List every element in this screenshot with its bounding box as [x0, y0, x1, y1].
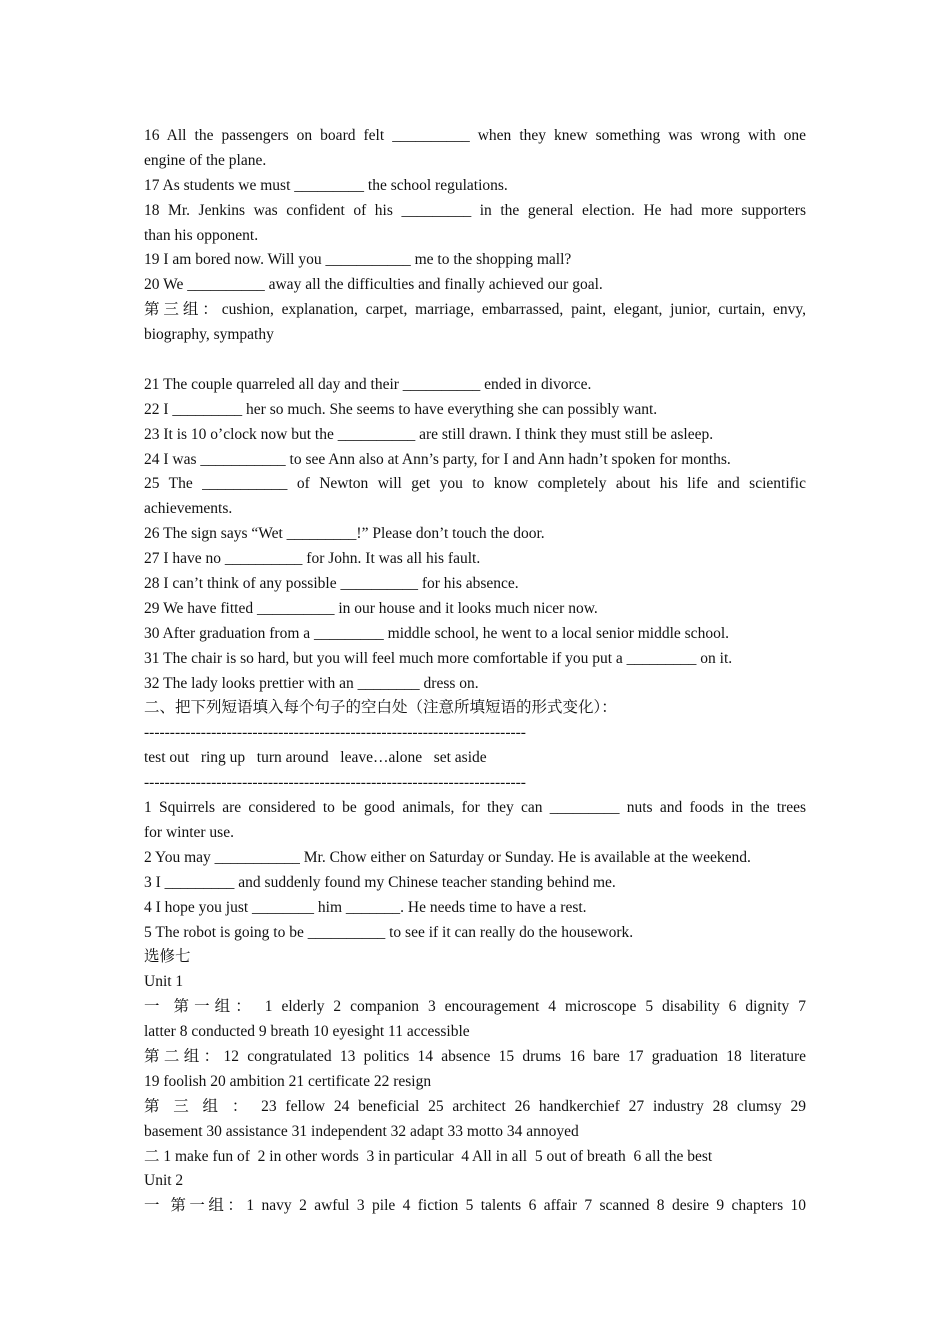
text-line-q20: 20 We __________ away all the difficulties and finally achieved our goal. [144, 276, 603, 294]
unit1-phrase-answers: 二 1 make fun of 2 in other words 3 in particular 4 All in all 5 out of breath 6 all the best [144, 1147, 713, 1165]
unit1-group2-answers: 第二组：12 congratulated 13 politics 14 absence 15 drums 16 bare 17 graduation 18 literature [144, 1047, 806, 1065]
text-line-q16: 16 All the passengers on board felt __________ when they knew something was wrong with one [144, 127, 806, 144]
text-line-q22: 22 I _________ her so much. She seems to have everything she can possibly want. [144, 400, 658, 418]
separator-bottom: -------------------------------------------------------------------------- [144, 774, 526, 792]
text-line-p5: 5 The robot is going to be __________ to see if it can really do the housework. [144, 923, 634, 941]
text-line-q18-cont: than his opponent. [144, 226, 259, 244]
text-line-q16-cont: engine of the plane. [144, 151, 267, 169]
unit1-group1-answers-cont: latter 8 conducted 9 breath 10 eyesight 11 accessible [144, 1023, 470, 1041]
unit2-heading: Unit 2 [144, 1172, 184, 1190]
text-line-q32: 32 The lady looks prettier with an ________ dress on. [144, 674, 479, 692]
text-line-q18: 18 Mr. Jenkins was confident of his _________ in the general election. He had more supporters [144, 201, 806, 219]
elective-7-heading: 选修七 [144, 948, 191, 966]
unit1-heading: Unit 1 [144, 973, 184, 991]
text-line-q31: 31 The chair is so hard, but you will feel much more comfortable if you put a _________ on it. [144, 649, 733, 667]
text-line-q28: 28 I can’t think of any possible __________ for his absence. [144, 575, 519, 593]
text-line-p3: 3 I _________ and suddenly found my Chinese teacher standing behind me. [144, 873, 616, 891]
text-line-q19: 19 I am bored now. Will you ___________ me to the shopping mall? [144, 251, 572, 269]
text-line-q25-cont: achievements. [144, 500, 233, 518]
text-line-q24: 24 I was ___________ to see Ann also at Ann’s party, for I and Ann hadn’t spoken for months. [144, 450, 731, 468]
unit1-group2-answers-cont: 19 foolish 20 ambition 21 certificate 22 resign [144, 1072, 432, 1090]
section2-heading: 二、把下列短语填入每个句子的空白处（注意所填短语的形式变化）： [144, 699, 617, 717]
unit1-group3-answers-cont: basement 30 assistance 31 independent 32 adapt 33 motto 34 annoyed [144, 1122, 579, 1140]
text-line-q17: 17 As students we must _________ the school regulations. [144, 176, 508, 194]
text-line-p1-cont: for winter use. [144, 823, 234, 841]
phrase-list: test out ring up turn around leave…alone set aside [144, 749, 487, 767]
group3-word-list: 第三组：cushion, explanation, carpet, marriage, embarrassed, paint, elegant, junior, curtain, envy, [144, 301, 806, 319]
text-line-q26: 26 The sign says “Wet _________!” Please don’t touch the door. [144, 525, 545, 543]
group3-word-list-cont: biography, sympathy [144, 326, 274, 344]
text-line-q25: 25 The ___________ of Newton will get you to know completely about his life and scientific [144, 475, 806, 493]
text-line-p2: 2 You may ___________ Mr. Chow either on Saturday or Sunday. He is available at the weekend. [144, 848, 751, 866]
text-line-q27: 27 I have no __________ for John. It was all his fault. [144, 550, 481, 568]
unit2-group1-answers: 一 第一组：1 navy 2 awful 3 pile 4 fiction 5 talents 6 affair 7 scanned 8 desire 9 chapters 10 [144, 1197, 806, 1215]
text-line-q21: 21 The couple quarreled all day and their __________ ended in divorce. [144, 375, 592, 393]
text-line-q23: 23 It is 10 o’clock now but the __________ are still drawn. I think they must still be asleep. [144, 425, 714, 443]
text-line-p4: 4 I hope you just ________ him _______. He needs time to have a rest. [144, 898, 587, 916]
document-page [144, 124, 806, 1219]
text-line-q30: 30 After graduation from a _________ middle school, he went to a local senior middle school. [144, 624, 729, 642]
blank-line [144, 348, 806, 373]
text-line-q29: 29 We have fitted __________ in our house and it looks much nicer now. [144, 599, 598, 617]
unit1-group3-answers: 第 三 组 ： 23 fellow 24 beneficial 25 architect 26 handkerchief 27 industry 28 clumsy 29 [144, 1097, 806, 1115]
text-line-p1: 1 Squirrels are considered to be good animals, for they can _________ nuts and foods in the trees [144, 799, 806, 817]
unit1-group1-answers: 一 第一组： 1 elderly 2 companion 3 encouragement 4 microscope 5 disability 6 dignity 7 [144, 998, 806, 1016]
separator-top: -------------------------------------------------------------------------- [144, 724, 526, 742]
